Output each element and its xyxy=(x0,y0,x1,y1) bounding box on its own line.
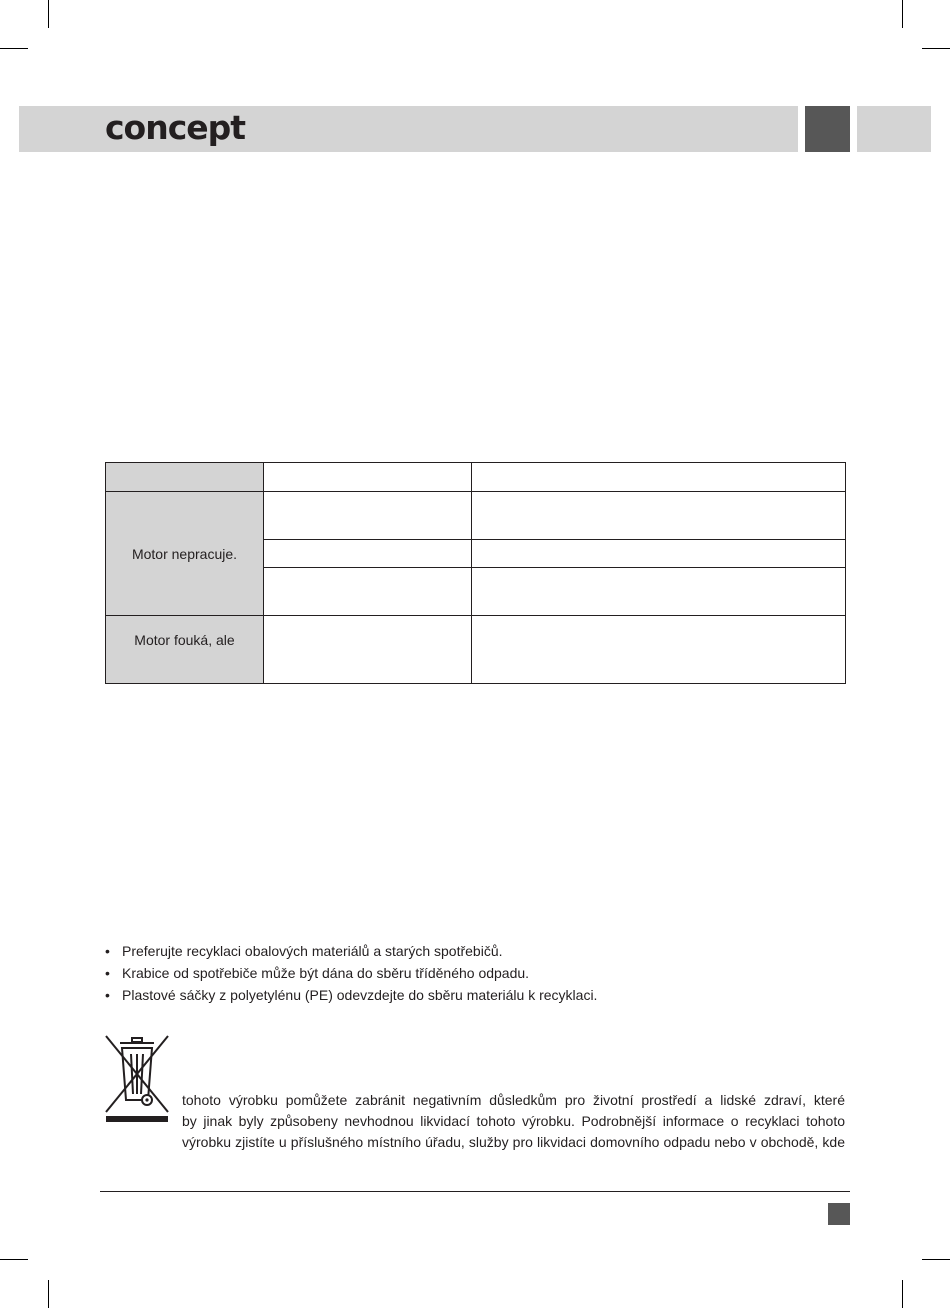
crop-mark xyxy=(922,48,950,49)
cause-cell xyxy=(264,616,472,684)
table-header-row xyxy=(106,463,846,492)
header-language-marker xyxy=(805,106,850,152)
problem-cell: Motor nepracuje. xyxy=(106,492,264,616)
list-item xyxy=(105,941,597,963)
header-cell-cause xyxy=(264,463,472,492)
list-item xyxy=(105,963,597,985)
weee-disposal-paragraph xyxy=(182,1090,845,1153)
cause-cell xyxy=(264,540,472,568)
footer-rule xyxy=(100,1191,850,1192)
bullet-symbol: • xyxy=(105,987,110,1003)
crop-mark xyxy=(902,0,903,28)
crop-mark xyxy=(0,1259,28,1260)
brand-logo: concept xyxy=(105,108,246,147)
footer-page-marker xyxy=(828,1203,850,1225)
header-cell-problem xyxy=(106,463,264,492)
crop-mark xyxy=(48,0,49,28)
crop-mark xyxy=(0,48,28,49)
list-item-text: Plastové sáčky z polyetylénu (PE) odevzdejte do sběru materiálu k recyklaci. xyxy=(122,987,598,1003)
table-row xyxy=(106,492,846,540)
weee-crossed-bin-icon xyxy=(104,1034,170,1124)
crop-mark xyxy=(922,1259,950,1260)
solution-cell xyxy=(472,540,846,568)
header-band-right xyxy=(857,106,931,152)
problem-cell: Motor fouká, ale xyxy=(106,616,264,684)
cause-cell xyxy=(264,568,472,616)
paragraph-line: by jinak byly způsobeny nevhodnou likvidací tohoto výrobku. Podrobnější informace o recyklaci tohoto xyxy=(182,1113,845,1129)
paragraph-line: výrobku zjistíte u příslušného místního úřadu, služby pro likvidaci domovního odpadu nebo v obchodě, kde xyxy=(182,1134,845,1150)
list-item-text: Krabice od spotřebiče může být dána do sběru tříděného odpadu. xyxy=(122,965,530,981)
troubleshooting-table xyxy=(105,462,846,684)
solution-cell xyxy=(472,492,846,540)
crop-mark xyxy=(902,1280,903,1308)
recycling-list xyxy=(105,941,597,1007)
cause-cell xyxy=(264,492,472,540)
list-item-text: Preferujte recyklaci obalových materiálů a starých spotřebičů. xyxy=(122,943,503,959)
solution-cell xyxy=(472,616,846,684)
bullet-symbol: • xyxy=(105,943,110,959)
paragraph-line: tohoto výrobku pomůžete zabránit negativním důsledkům pro životní prostředí a lidské zdraví, které xyxy=(182,1092,845,1108)
list-item xyxy=(105,985,597,1007)
solution-cell xyxy=(472,568,846,616)
crop-mark xyxy=(48,1280,49,1308)
header-cell-solution xyxy=(472,463,846,492)
bullet-symbol: • xyxy=(105,965,110,981)
table-row xyxy=(106,616,846,684)
